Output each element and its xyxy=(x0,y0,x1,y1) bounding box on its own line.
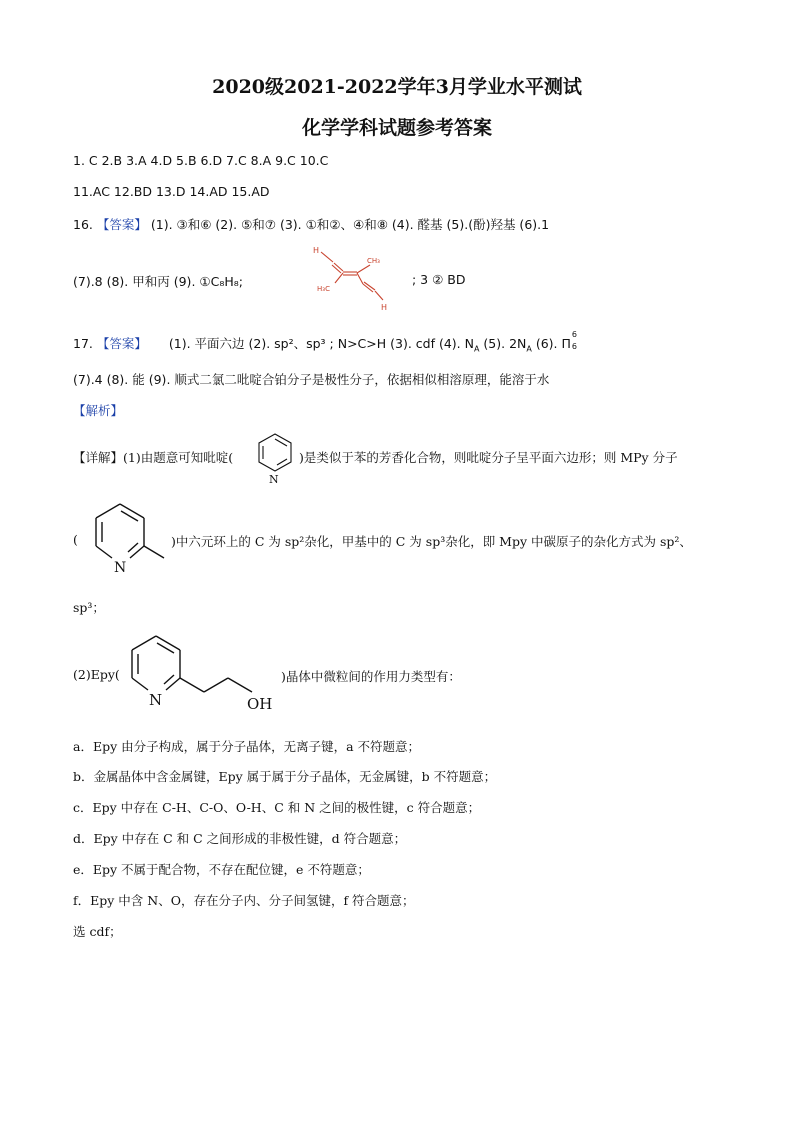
detail-p1b: )是类似于苯的芳香化合物，则吡啶分子呈平面六边形；则 MPy 分子 xyxy=(299,450,678,465)
detail-item-e: e．Epy 不属于配合物，不存在配位键，e 不符题意； xyxy=(73,862,370,877)
detail-conclusion: 选 cdf； xyxy=(73,924,122,939)
answers-1-10: 1. C 2.B 3.A 4.D 5.B 6.D 7.C 8.A 9.C 10.C xyxy=(73,153,329,168)
detail-p2a: ( xyxy=(73,532,78,547)
methylpyridine-structure-image xyxy=(78,498,170,584)
enyne-ch3-right: CH₃ xyxy=(367,257,380,265)
pi-sup: 6 xyxy=(571,330,577,339)
pi-sub: 6 xyxy=(571,342,577,351)
q16-number: 16. xyxy=(73,217,93,232)
q17-na-sub: A xyxy=(473,344,480,354)
epy-n-label: N xyxy=(149,691,163,709)
page-title: 2020级2021-2022学年3月学业水平测试 xyxy=(212,76,582,98)
analysis-tag: 【解析】 xyxy=(73,403,124,418)
detail-p4a: (2)Epy( xyxy=(73,667,120,682)
q17-answers-b: (5). 2N xyxy=(479,336,527,351)
q17-line1 xyxy=(73,330,579,354)
enyne-structure-image xyxy=(307,240,407,312)
detail-p4b: )晶体中微粒间的作用力类型有： xyxy=(281,669,461,684)
detail-item-c: c．Epy 中存在 C-H、C-O、O-H、C 和 N 之间的极性键，c 符合题意； xyxy=(73,800,481,815)
q17-2na-sub: A xyxy=(526,344,532,354)
detail-item-f: f．Epy 中含 N、O，存在分子内、分子间氢键，f 符合题意； xyxy=(73,893,415,908)
q16-line1 xyxy=(73,215,549,233)
q17-answers-a: (1). 平面六边 (2). sp²、sp³ ; N>C>H (3). cdf (4). N xyxy=(168,336,474,351)
enyne-h-bottom: H xyxy=(381,303,388,312)
detail-p2b: )中六元环上的 C 为 sp²杂化，甲基中的 C 为 sp³杂化，即 Mpy 中碳原子的杂化方式为 sp²、 xyxy=(171,534,692,549)
detail-item-d: d．Epy 中存在 C 和 C 之间形成的非极性键，d 符合题意； xyxy=(73,831,407,846)
q17-answer-tag: 【答案】 xyxy=(96,336,147,351)
q16-line2b: ; 3 ② BD xyxy=(412,272,466,287)
detail-p1a: 【详解】(1)由题意可知吡啶( xyxy=(73,450,234,465)
answers-11-15: 11.AC 12.BD 13.D 14.AD 15.AD xyxy=(73,184,270,199)
enyne-ch3-left: H₃C xyxy=(317,285,330,293)
q16-answer-tag: 【答案】 xyxy=(96,217,147,232)
epy-structure-image xyxy=(116,628,286,716)
epy-oh-label: OH xyxy=(247,695,273,713)
q16-line2a: (7).8 (8). 甲和丙 (9). ①C₈H₈; xyxy=(73,274,243,289)
enyne-h-top: H xyxy=(313,246,320,255)
pyridine-structure-image xyxy=(253,430,297,486)
q16-answers: (1). ③和⑥ (2). ⑤和⑦ (3). ①和②、④和⑧ (4). 醛基 (5).(酚)羟基 (6).1 xyxy=(150,217,550,232)
pyridine-n-label: N xyxy=(269,473,279,486)
detail-item-a: a．Epy 由分子构成，属于分子晶体，无离子键，a 不符题意； xyxy=(73,739,421,754)
q17-number: 17. xyxy=(73,336,93,351)
q17-line2: (7).4 (8). 能 (9). 顺式二氯二吡啶合铂分子是极性分子，依据相似相溶原理，能溶于水 xyxy=(73,372,550,387)
detail-item-b: b．金属晶体中含金属键，Epy 属于属于分子晶体，无金属键，b 不符题意； xyxy=(73,769,497,784)
detail-p3: sp³； xyxy=(73,600,105,615)
page-subtitle: 化学学科试题参考答案 xyxy=(301,117,492,139)
q17-answers-c: (6). Π xyxy=(531,336,571,351)
methylpyridine-n-label: N xyxy=(114,560,127,576)
